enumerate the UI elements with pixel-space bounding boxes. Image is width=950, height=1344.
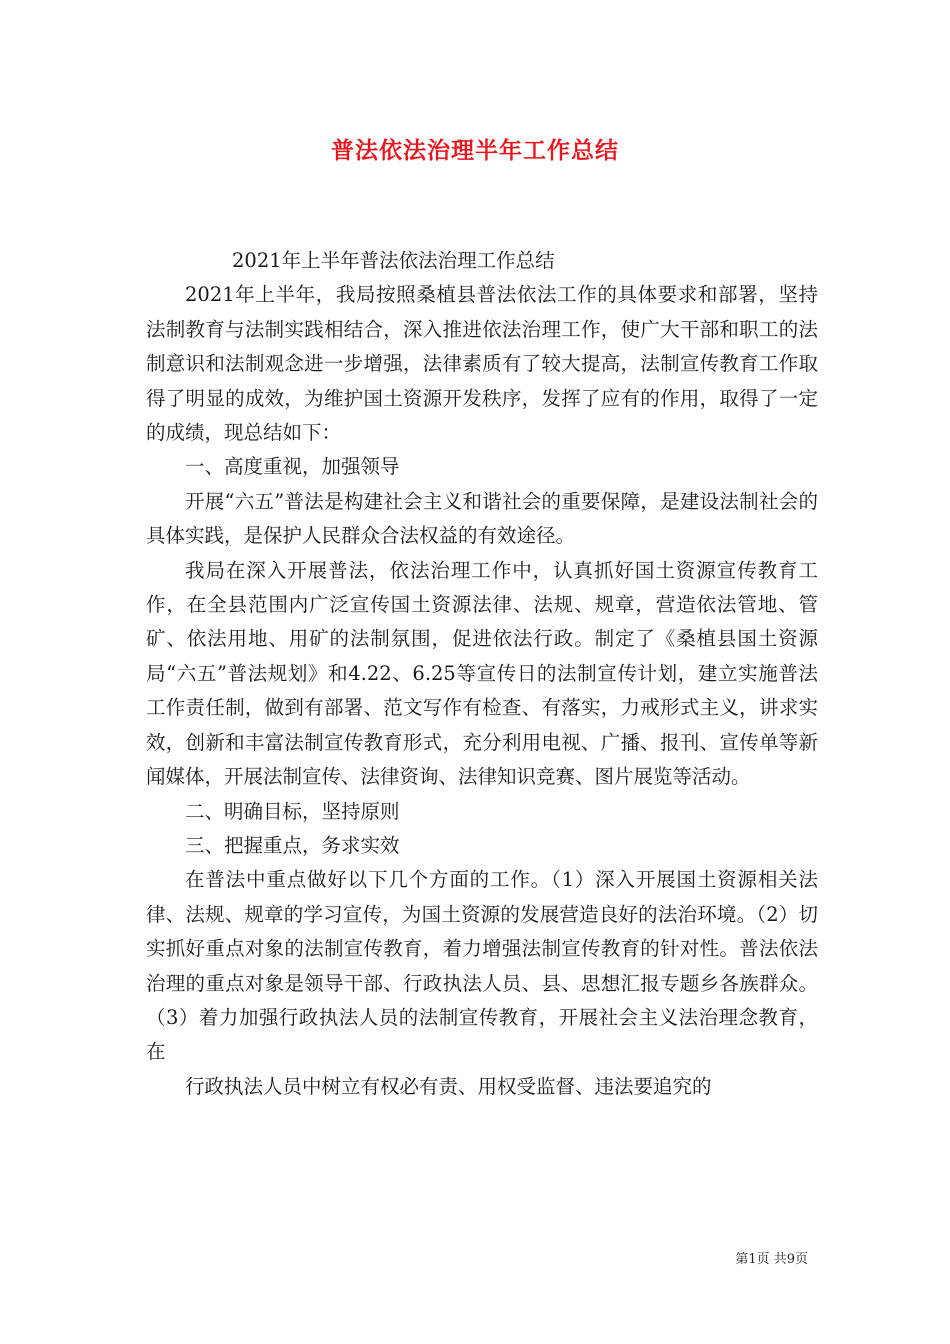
paragraph-2: 我局在深入开展普法，依法治理工作中，认真抓好国土资源宣传教育工作，在全县范围内广泛宣传国土资源法律、法规、规章，营造依法管地、管矿、依法用地、用矿的法制氛围，促进依法行政。制定了《桑植县国土资源局“六五”普法规划》和4.22、6.25等宣传日的法制宣传计划，建立实施普法工作责任制，做到有部署、范文写作有检查、有落实，力戒形式主义，讲求实效，创新和丰富法制宣传教育形式，充分利用电视、广播、报刊、宣传单等新闻媒体，开展法制宣传、法律资询、法律知识竞赛、图片展览等活动。 <box>146 558 818 789</box>
document-subtitle: 2021年上半年普法依法治理工作总结 <box>232 249 555 272</box>
page-number: 第1页 共9页 <box>735 1252 808 1267</box>
section-heading-1: 一、高度重视，加强领导 <box>185 455 400 479</box>
paragraph-1: 开展“六五”普法是构建社会主义和谐社会的重要保障，是建设法制社会的具体实践，是保护人民群众合法权益的有效途径。 <box>146 489 818 548</box>
section-heading-3: 三、把握重点，务求实效 <box>185 833 400 857</box>
paragraph-intro: 2021年上半年，我局按照桑植县普法依法工作的具体要求和部署，坚持法制教育与法制实践相结合，深入推进依法治理工作，使广大干部和职工的法制意识和法制观念进一步增强，法律素质有了较大提高，法制宣传教育工作取得了明显的成效，为维护国土资源开发秩序，发挥了应有的作用，取得了一定的成绩，现总结如下： <box>146 283 818 445</box>
document-title: 普法依法治理半年工作总结 <box>331 137 619 164</box>
section-heading-2: 二、明确目标，坚持原则 <box>185 799 400 823</box>
paragraph-3: 在普法中重点做好以下几个方面的工作。（1）深入开展国土资源相关法律、法规、规章的学习宣传，为国土资源的发展营造良好的法治环境。（2）切实抓好重点对象的法制宣传教育，着力增强法制宣传教育的针对性。普法依法治理的重点对象是领导干部、行政执法人员、县、思想汇报专题乡各族群众。（3）着力加强行政执法人员的法制宣传教育，开展社会主义法治理念教育，在 <box>146 868 818 1064</box>
document-body <box>146 244 818 1104</box>
paragraph-4: 行政执法人员中树立有权必有责、用权受监督、违法要追究的 <box>185 1074 712 1098</box>
